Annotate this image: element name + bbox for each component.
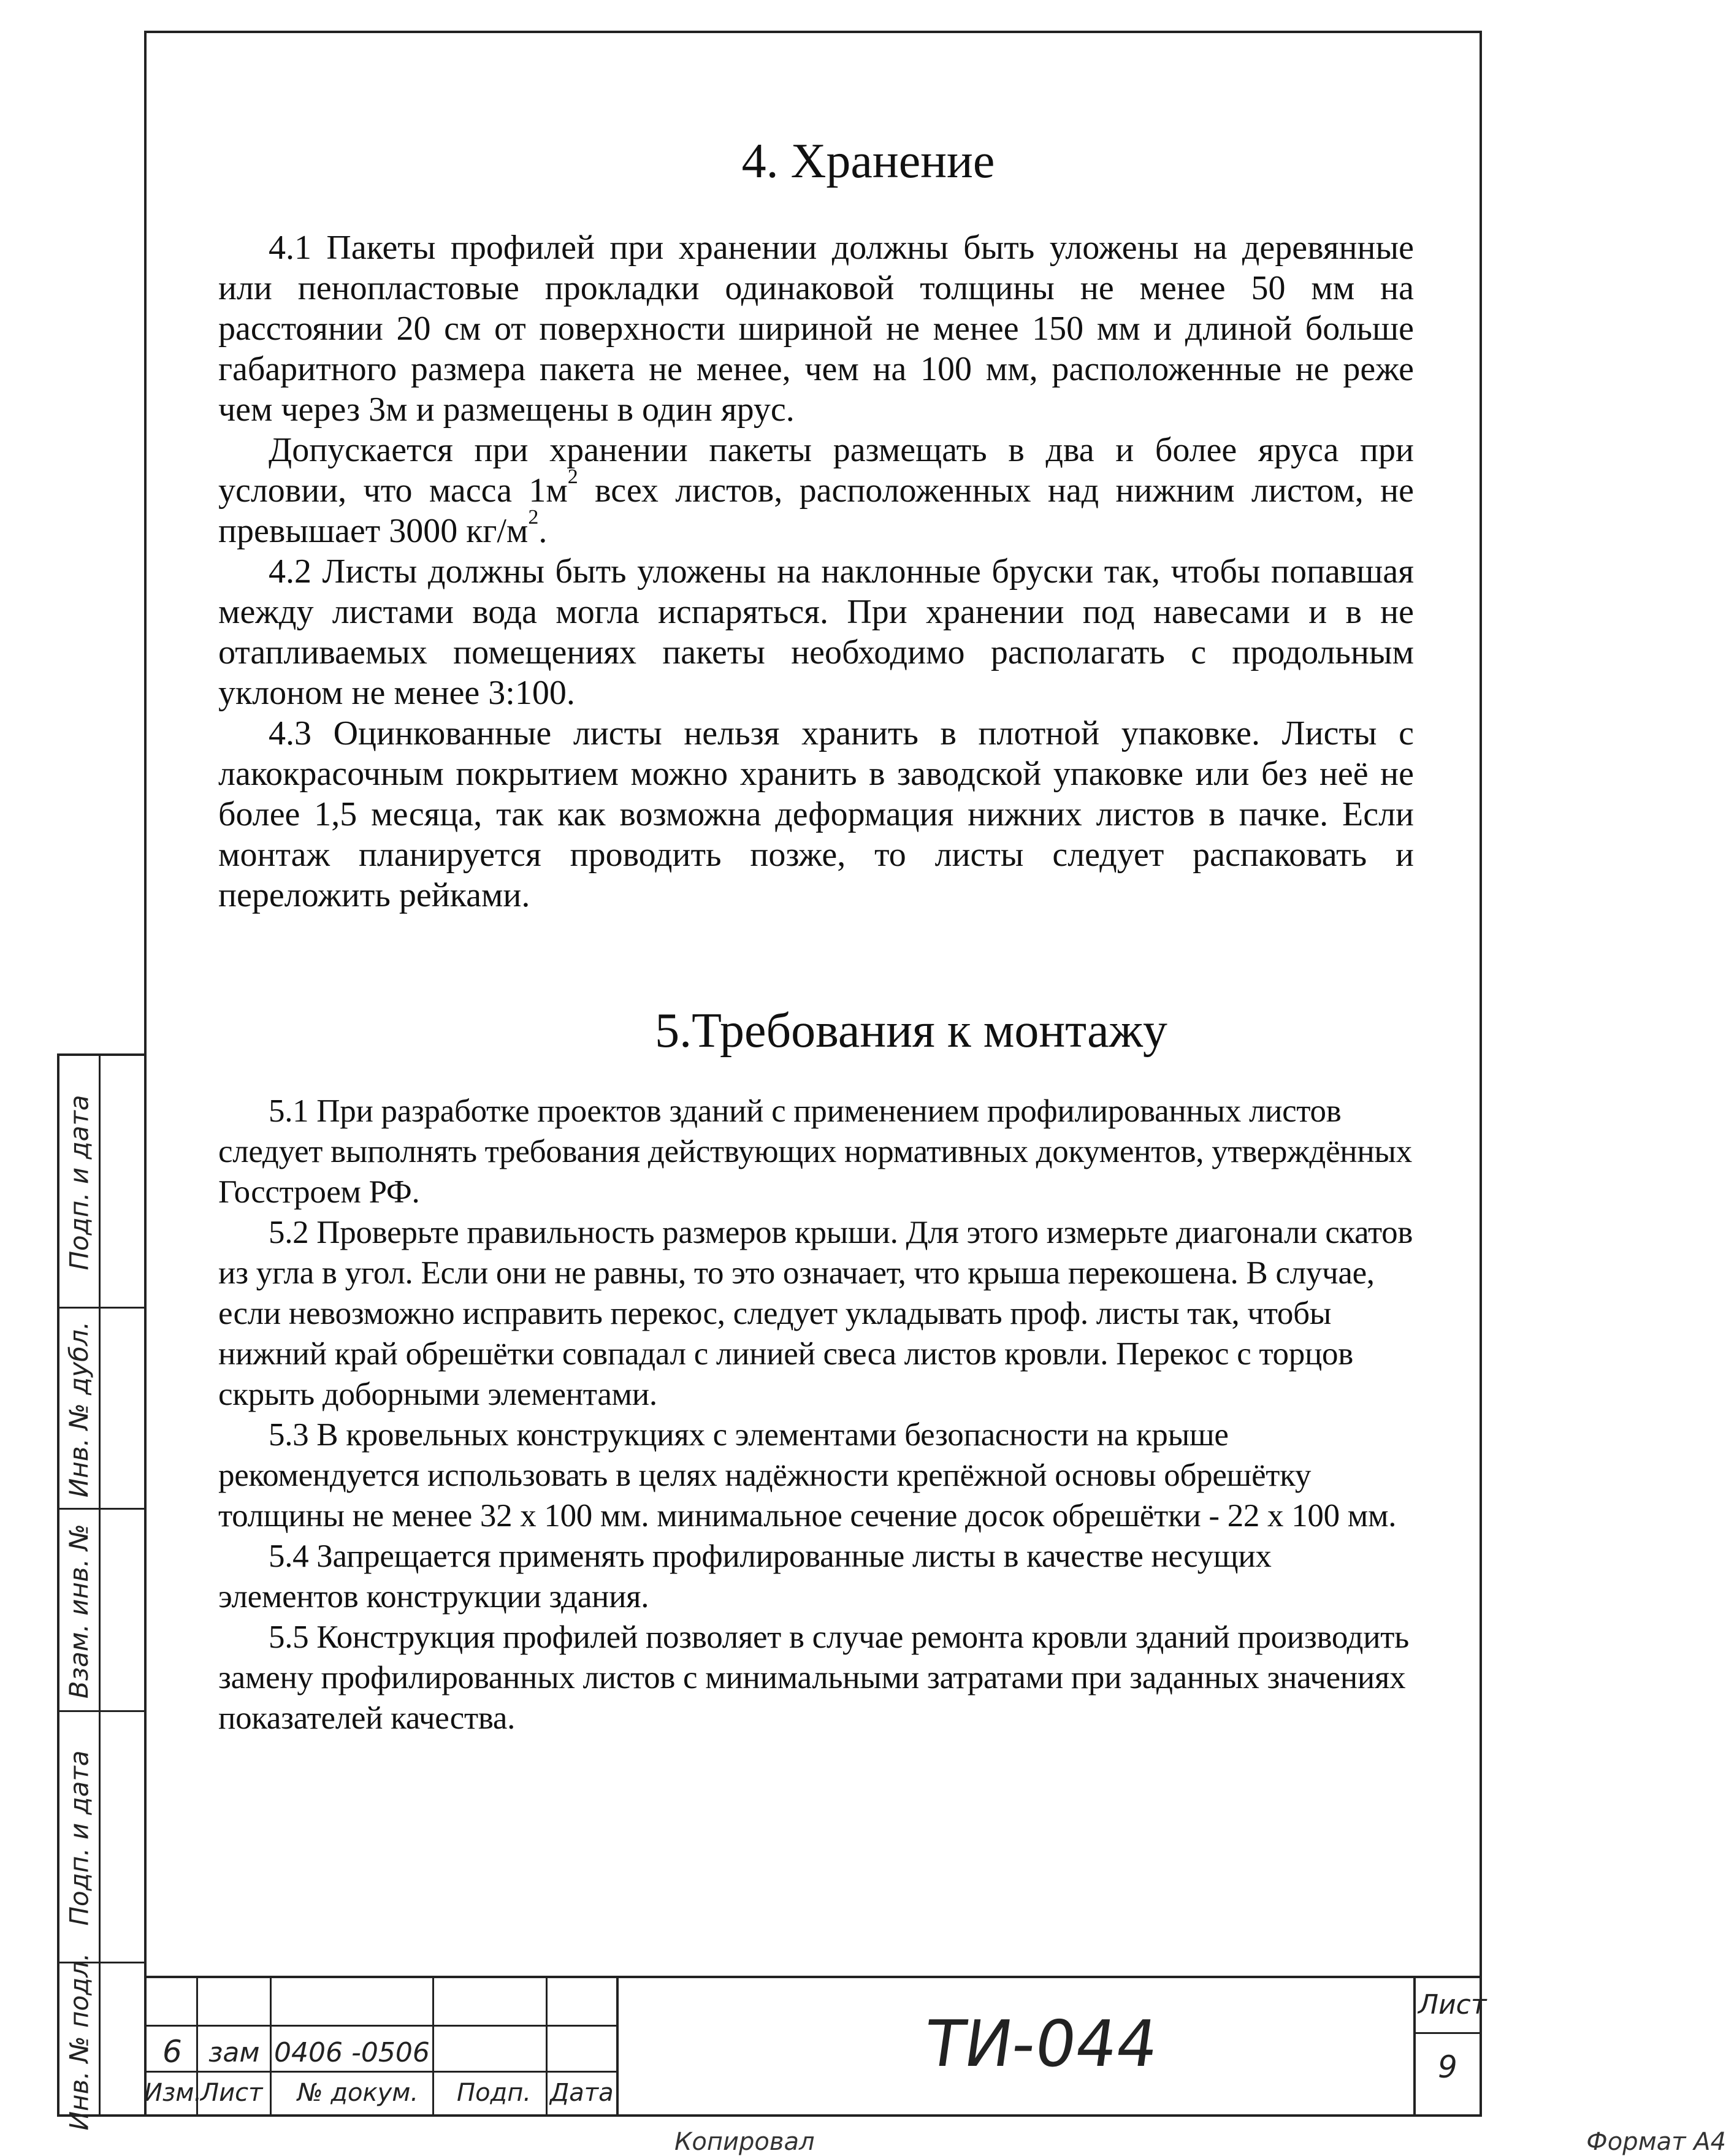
tb-h-doc: № докум. [297, 2079, 419, 2107]
tb-sheet-no: 9 [1438, 2049, 1457, 2085]
tb-designation: ТИ-044 [920, 2006, 1163, 2081]
tb-sheet-label: Лист [1418, 1989, 1487, 2020]
tb-h-sign: Подп. [457, 2079, 532, 2107]
tb-h-date: Дата [550, 2079, 614, 2107]
side-stamp [57, 1053, 144, 2130]
section-storage-title: 4. Хранение [741, 134, 995, 188]
footer-cut-text: Копировал Формат А4 [674, 2128, 1726, 2156]
tb-line [1413, 1976, 1416, 2117]
paragraph-4-1-addendum: Допускается при хранении пакеты размещать в два и более яруса при условии, что масса $1м^2$ всех листов, расположенных над нижним листом, не превышает 3000 $кг/м^2$. [218, 431, 1414, 550]
tb-line [616, 1976, 619, 2117]
paragraph-5-1: 5.1 При разработке проектов зданий с применением профилированных листов следует выполнять требования действующих нормативных документов, утверждённых Госстроем РФ. [218, 1093, 1412, 1210]
paragraph-4-3: 4.3 Оцинкованные листы нельзя хранить в плотной упаковке. Листы с лакокрасочным покрытием можно хранить в заводской упаковке или без неё не более 1,5 месяца, так как возможна деформация нижних листов в пачке. Если монтаж планируется проводить позже, то листы следует распаковать и переложить рейками. [218, 714, 1414, 914]
side-label-dup-inv: Инв. № дубл. [64, 1321, 94, 1497]
tb-h-list: Лист [200, 2079, 263, 2107]
paragraph-5-5: 5.5 Конструкция профилей позволяет в случае ремонта кровли зданий производить замену профилированных листов с минимальными затратами при заданных значениях показателей качества. [218, 1619, 1410, 1736]
side-label-orig-inv: Инв. № подл. [64, 1952, 94, 2130]
paragraph-5-2: 5.2 Проверьте правильность размеров крыши. Для этого измерьте диагонали скатов из угла в угол. Если они не равны, то это означает, что крыша перекошена. В случае, если невозможно исправить перекос, следует укладывать проф. листы так, чтобы нижний край обрешётки совпадал с линией свеса листов кровли. Перекос с торцов скрыть доборными элементами. [218, 1215, 1413, 1412]
side-label-replace-inv: Взам. инв. № [64, 1523, 94, 1699]
tb-doc-no: 0406 -0506 [274, 2037, 430, 2068]
tb-h-izm: Изм. [144, 2079, 202, 2107]
side-label-sign-date-2: Подп. и дата [64, 1749, 94, 1926]
paragraph-4-2: 4.2 Листы должны быть уложены на наклонные бруски так, чтобы попавшая между листами вода могла испаряться. При хранении под навесами и в не отапливаемых помещениях пакеты необходимо располагать с продольным уклоном не менее 3:100. [218, 552, 1414, 712]
tb-change: зам [208, 2037, 260, 2068]
paragraph-5-3: 5.3 В кровельных конструкциях с элементами безопасности на крыше рекомендуется использовать в целях надёжности крепёжной основы обрешётку толщины не менее 32 х 100 мм. минимальное сечение досок обрешётки - 22 х 100 мм. [218, 1417, 1397, 1534]
title-block [144, 1976, 1487, 2117]
section-storage [218, 132, 1414, 916]
tb-line [1413, 2032, 1482, 2034]
tb-rev: 6 [162, 2034, 182, 2070]
tb-line [270, 1976, 272, 2117]
section-installation-title: 5.Требования к монтажу [655, 1004, 1167, 1058]
paragraph-5-4: 5.4 Запрещается применять профилированные листы в качестве несущих элементов конструкции здания. [218, 1539, 1272, 1615]
side-label-sign-date: Подп. и дата [64, 1094, 94, 1271]
tb-line [432, 1976, 434, 2117]
tb-line [144, 1976, 1482, 1978]
section-installation [218, 1001, 1414, 1738]
page-content [218, 132, 1414, 1738]
paragraph-4-1: 4.1 Пакеты профилей при хранении должны быть уложены на деревянные или пенопластовые прокладки одинаковой толщины не менее 50 мм на расстоянии 20 см от поверхности шириной не менее 150 мм и длиной больше габаритного размера пакета не менее, чем на 100 мм, расположенные не реже чем через 3м и размещены в один ярус. [218, 229, 1414, 429]
tb-line [546, 1976, 548, 2117]
